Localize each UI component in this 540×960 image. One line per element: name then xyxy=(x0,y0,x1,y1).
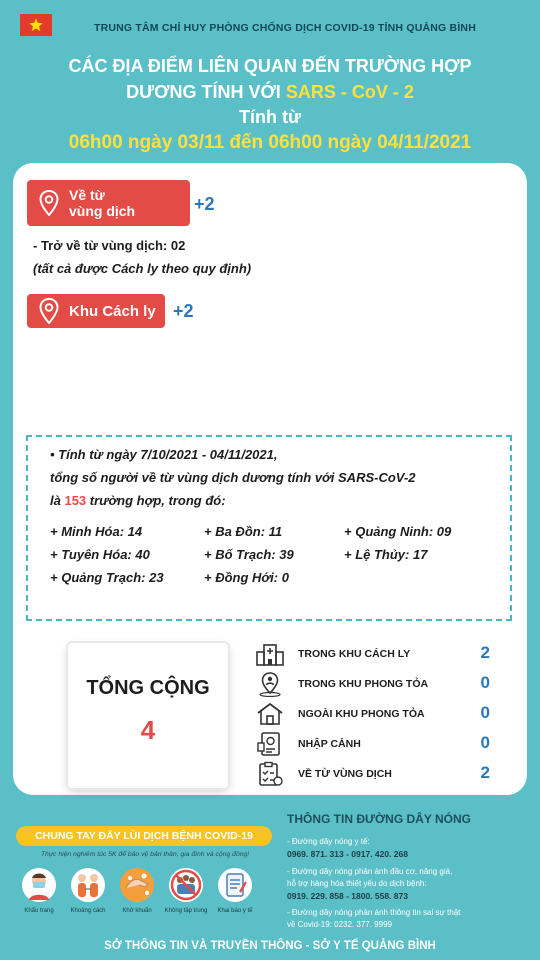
hotline-medical-numbers: 0969. 871. 313 - 0917. 420. 268 xyxy=(287,849,408,859)
district-count: + Đồng Hới: 0 xyxy=(204,570,289,585)
category-label-line-1: Về từ xyxy=(69,187,105,203)
total-value: 4 xyxy=(140,715,156,745)
summary-line-1: • Tính từ ngày 7/10/2021 - 04/11/2021, xyxy=(50,447,278,462)
stat-row-from-epidemic-zone xyxy=(255,761,510,787)
title-line-2-prefix: DƯƠNG TÍNH VỚI xyxy=(126,82,286,102)
district-count: + Ba Đồn: 11 xyxy=(204,524,283,539)
mask-icon xyxy=(22,868,56,902)
category-count: +2 xyxy=(194,194,215,214)
checklist-icon xyxy=(255,761,285,787)
distance-icon xyxy=(71,868,105,902)
campaign-banner: CHUNG TAY ĐẨY LÙI DỊCH BỆNH COVID-19 xyxy=(16,826,272,846)
house-icon xyxy=(255,701,285,727)
hospital-icon xyxy=(255,641,285,667)
category-label-line-2: vùng dịch xyxy=(69,203,136,219)
summary-line-3 xyxy=(50,493,226,508)
summary-total-count: 153 xyxy=(64,493,87,508)
campaign-item-label: Không tập trung xyxy=(164,908,208,914)
detail-note: (tất cả được Cách ly theo quy định) xyxy=(33,261,252,276)
stat-label: TRONG KHU PHONG TỎA xyxy=(298,678,429,690)
district-count: + Tuyên Hóa: 40 xyxy=(50,547,150,562)
passport-icon xyxy=(255,731,285,757)
summary-prefix: là xyxy=(50,493,65,508)
stat-row-quarantine xyxy=(255,641,510,667)
stat-value: 2 xyxy=(480,643,490,662)
district-count: + Bố Trạch: 39 xyxy=(204,547,294,562)
main-card xyxy=(13,163,527,795)
hotline-title: THÔNG TIN ĐƯỜNG DÂY NÓNG xyxy=(287,812,471,826)
stat-label: TRONG KHU CÁCH LY xyxy=(298,648,411,660)
stat-value: 2 xyxy=(480,763,490,782)
campaign-item-label: Khẩu trang xyxy=(24,908,54,914)
district-count: + Lệ Thủy: 17 xyxy=(344,547,428,562)
hand-wash-icon xyxy=(120,868,154,902)
stat-row-entry xyxy=(255,731,510,757)
category-tag-from-epidemic-zone xyxy=(27,180,190,226)
hotline-price-numbers: 0919. 229. 858 - 1800. 558. 873 xyxy=(287,891,408,901)
category-count: +2 xyxy=(173,301,194,321)
title-line-3: Tính từ xyxy=(238,107,301,127)
total-box xyxy=(68,643,228,788)
no-gathering-icon xyxy=(169,868,203,902)
cumulative-summary-box xyxy=(26,435,512,621)
title-line-1: CÁC ĐỊA ĐIỂM LIÊN QUAN ĐẾN TRƯỜNG HỢP xyxy=(68,56,472,76)
stat-value: 0 xyxy=(480,673,490,692)
summary-suffix: trường hợp, trong đó: xyxy=(86,493,226,508)
campaign-item-label: Khoảng cách xyxy=(70,908,106,914)
hotline-medical-label: - Đường dây nóng y tế: xyxy=(287,837,370,846)
summary-line-2: tổng số người về từ vùng dịch dương tính với SARS-CoV-2 xyxy=(50,470,416,485)
footer: SỞ THÔNG TIN VÀ TRUYỀN THÔNG - SỞ Y TẾ QUẢNG BÌNH xyxy=(104,940,436,952)
stat-label: NGOÀI KHU PHONG TỎA xyxy=(298,708,425,720)
location-pin-icon xyxy=(39,190,59,216)
detail-line: - Trở về từ vùng dịch: 02 xyxy=(33,238,186,253)
total-label: TỔNG CỘNG xyxy=(86,677,210,699)
hotline-info-label-1: - Đường dây nóng phản ánh thông tin sai sự thật xyxy=(287,908,461,917)
organization-name: TRUNG TÂM CHỈ HUY PHÒNG CHỐNG DỊCH COVID-19 TỈNH QUẢNG BÌNH xyxy=(93,22,477,34)
location-person-icon xyxy=(255,671,285,697)
category-label xyxy=(69,187,135,219)
stat-value: 0 xyxy=(480,733,490,752)
location-pin-icon xyxy=(39,298,59,324)
hotline-price-label-2: hỗ trợ hàng hóa thiết yếu do dịch bệnh: xyxy=(287,879,427,888)
stat-value: 0 xyxy=(480,703,490,722)
stat-row-lockdown-inside xyxy=(255,671,510,697)
health-declaration-icon xyxy=(218,868,252,902)
category-label: Khu Cách ly xyxy=(69,302,156,320)
hotline-price-label-1: - Đường dây nóng phản ánh đầu cơ, nâng giá, xyxy=(287,867,453,876)
title-line-2 xyxy=(0,82,540,103)
campaign-subtitle: Thực hiện nghiêm túc 5K để bảo vệ bản thân, gia đình và cộng đồng! xyxy=(40,851,250,858)
campaign-item-label: Khai báo y tế xyxy=(217,908,253,914)
hotline-info-label-2: về Covid-19: 0232. 377. 9999 xyxy=(287,920,392,929)
stat-label: NHẬP CẢNH xyxy=(298,738,361,750)
district-count: + Quảng Trạch: 23 xyxy=(50,570,164,585)
district-count: + Quảng Ninh: 09 xyxy=(344,524,452,539)
virus-name: SARS - CoV - 2 xyxy=(285,82,414,102)
campaign-item-label: Khử khuẩn xyxy=(122,908,152,914)
district-count: + Minh Hóa: 14 xyxy=(50,524,143,539)
stat-label: VỀ TỪ VÙNG DỊCH xyxy=(298,768,392,780)
category-tag-quarantine-zone xyxy=(27,294,165,328)
date-range: 06h00 ngày 03/11 đến 06h00 ngày 04/11/2021 xyxy=(68,132,472,153)
stat-row-lockdown-outside xyxy=(255,701,510,727)
